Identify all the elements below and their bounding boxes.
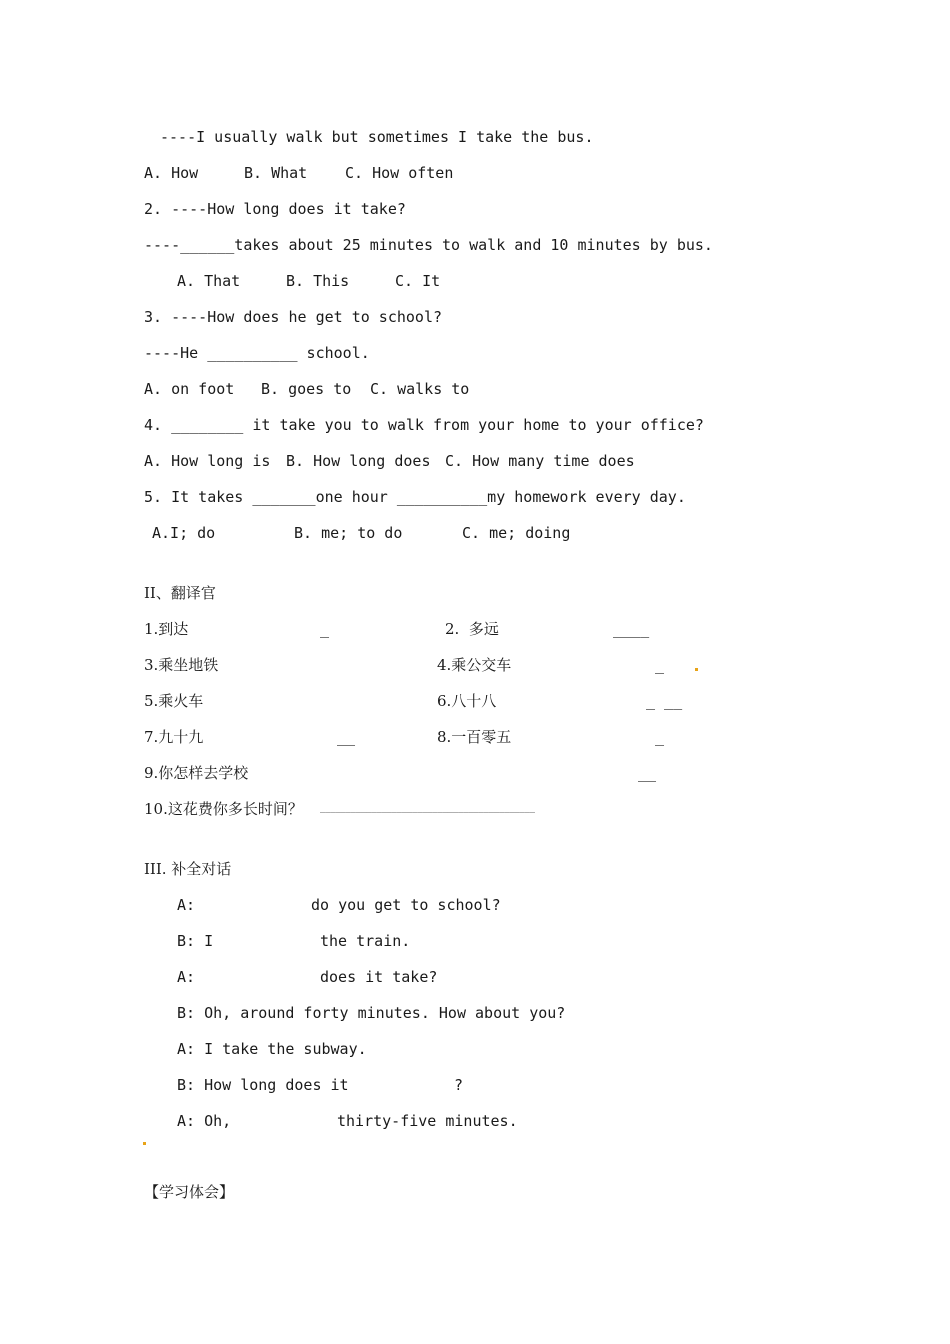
q2-answer-line: ----______takes about 25 minutes to walk and 10 minutes by bus. bbox=[144, 236, 713, 254]
dialogue-text: the train. bbox=[320, 932, 411, 950]
q4-question: 4. ________ it take you to walk from your home to your office? bbox=[144, 416, 704, 434]
section3-heading: III. 补全对话 bbox=[144, 860, 232, 878]
dialogue-speaker: A: bbox=[177, 896, 196, 914]
translate-item-label: 4.乘公交车 bbox=[437, 656, 512, 674]
marker-dot bbox=[695, 668, 698, 671]
q3-option-a: A. on foot bbox=[144, 380, 235, 398]
translate-item-blank: _ bbox=[655, 656, 665, 674]
translate-item-blank: __________________________________________ bbox=[320, 804, 535, 814]
study-reflection-heading: 【学习体会】 bbox=[144, 1183, 235, 1201]
q1-option-a: A. How bbox=[144, 164, 199, 182]
dialogue-text: ? bbox=[454, 1076, 464, 1094]
q1-option-b: B. What bbox=[244, 164, 308, 182]
translate-item-label: 10.这花费你多长时间？ bbox=[144, 800, 303, 818]
q1-answer-line: ----I usually walk but sometimes I take the bus. bbox=[160, 128, 594, 146]
q2-question: 2. ----How long does it take? bbox=[144, 200, 406, 218]
section2-heading: II、翻译官 bbox=[144, 584, 216, 602]
translate-item-blank: ____ bbox=[613, 620, 650, 638]
translate-item-label: 2. 多远 bbox=[445, 620, 499, 638]
dialogue-speaker: A: bbox=[177, 968, 196, 986]
translate-item-blank: __ bbox=[337, 728, 356, 746]
q4-option-a: A. How long is bbox=[144, 452, 271, 470]
q3-answer-line: ----He __________ school. bbox=[144, 344, 370, 362]
q5-question: 5. It takes _______one hour __________my homework every day. bbox=[144, 488, 686, 506]
q5-option-b: B. me; to do bbox=[294, 524, 403, 542]
q4-option-c: C. How many time does bbox=[445, 452, 635, 470]
translate-item-label: 8.一百零五 bbox=[437, 728, 512, 746]
translate-item-label: 3.乘坐地铁 bbox=[144, 656, 219, 674]
q4-option-b: B. How long does bbox=[286, 452, 431, 470]
dialogue-line: B: Oh, around forty minutes. How about you? bbox=[177, 1004, 566, 1022]
dialogue-text: thirty-five minutes. bbox=[337, 1112, 518, 1130]
dialogue-speaker: A: Oh, bbox=[177, 1112, 232, 1130]
dialogue-text: does it take? bbox=[320, 968, 438, 986]
translate-item-blank: __ bbox=[638, 764, 657, 782]
translate-item-blank: _ bbox=[655, 728, 665, 746]
q2-option-c: C. It bbox=[395, 272, 441, 290]
translate-item-blank: _ __ bbox=[646, 692, 683, 710]
q5-option-a: A.I; do bbox=[152, 524, 216, 542]
translate-item-blank: _ bbox=[320, 620, 330, 638]
translate-item-label: 9.你怎样去学校 bbox=[144, 764, 249, 782]
translate-item-label: 6.八十八 bbox=[437, 692, 497, 710]
q2-option-a: A. That bbox=[177, 272, 241, 290]
translate-item-label: 5.乘火车 bbox=[144, 692, 204, 710]
q3-option-c: C. walks to bbox=[370, 380, 470, 398]
q5-option-c: C. me; doing bbox=[462, 524, 571, 542]
q1-option-c: C. How often bbox=[345, 164, 454, 182]
dialogue-speaker: B: How long does it bbox=[177, 1076, 349, 1094]
q2-option-b: B. This bbox=[286, 272, 350, 290]
q3-option-b: B. goes to bbox=[261, 380, 352, 398]
dialogue-line: A: I take the subway. bbox=[177, 1040, 367, 1058]
q3-question: 3. ----How does he get to school? bbox=[144, 308, 443, 326]
marker-dot bbox=[143, 1142, 146, 1145]
dialogue-speaker: B: I bbox=[177, 932, 214, 950]
translate-item-label: 1.到达 bbox=[144, 620, 189, 638]
translate-item-label: 7.九十九 bbox=[144, 728, 204, 746]
dialogue-text: do you get to school? bbox=[311, 896, 501, 914]
